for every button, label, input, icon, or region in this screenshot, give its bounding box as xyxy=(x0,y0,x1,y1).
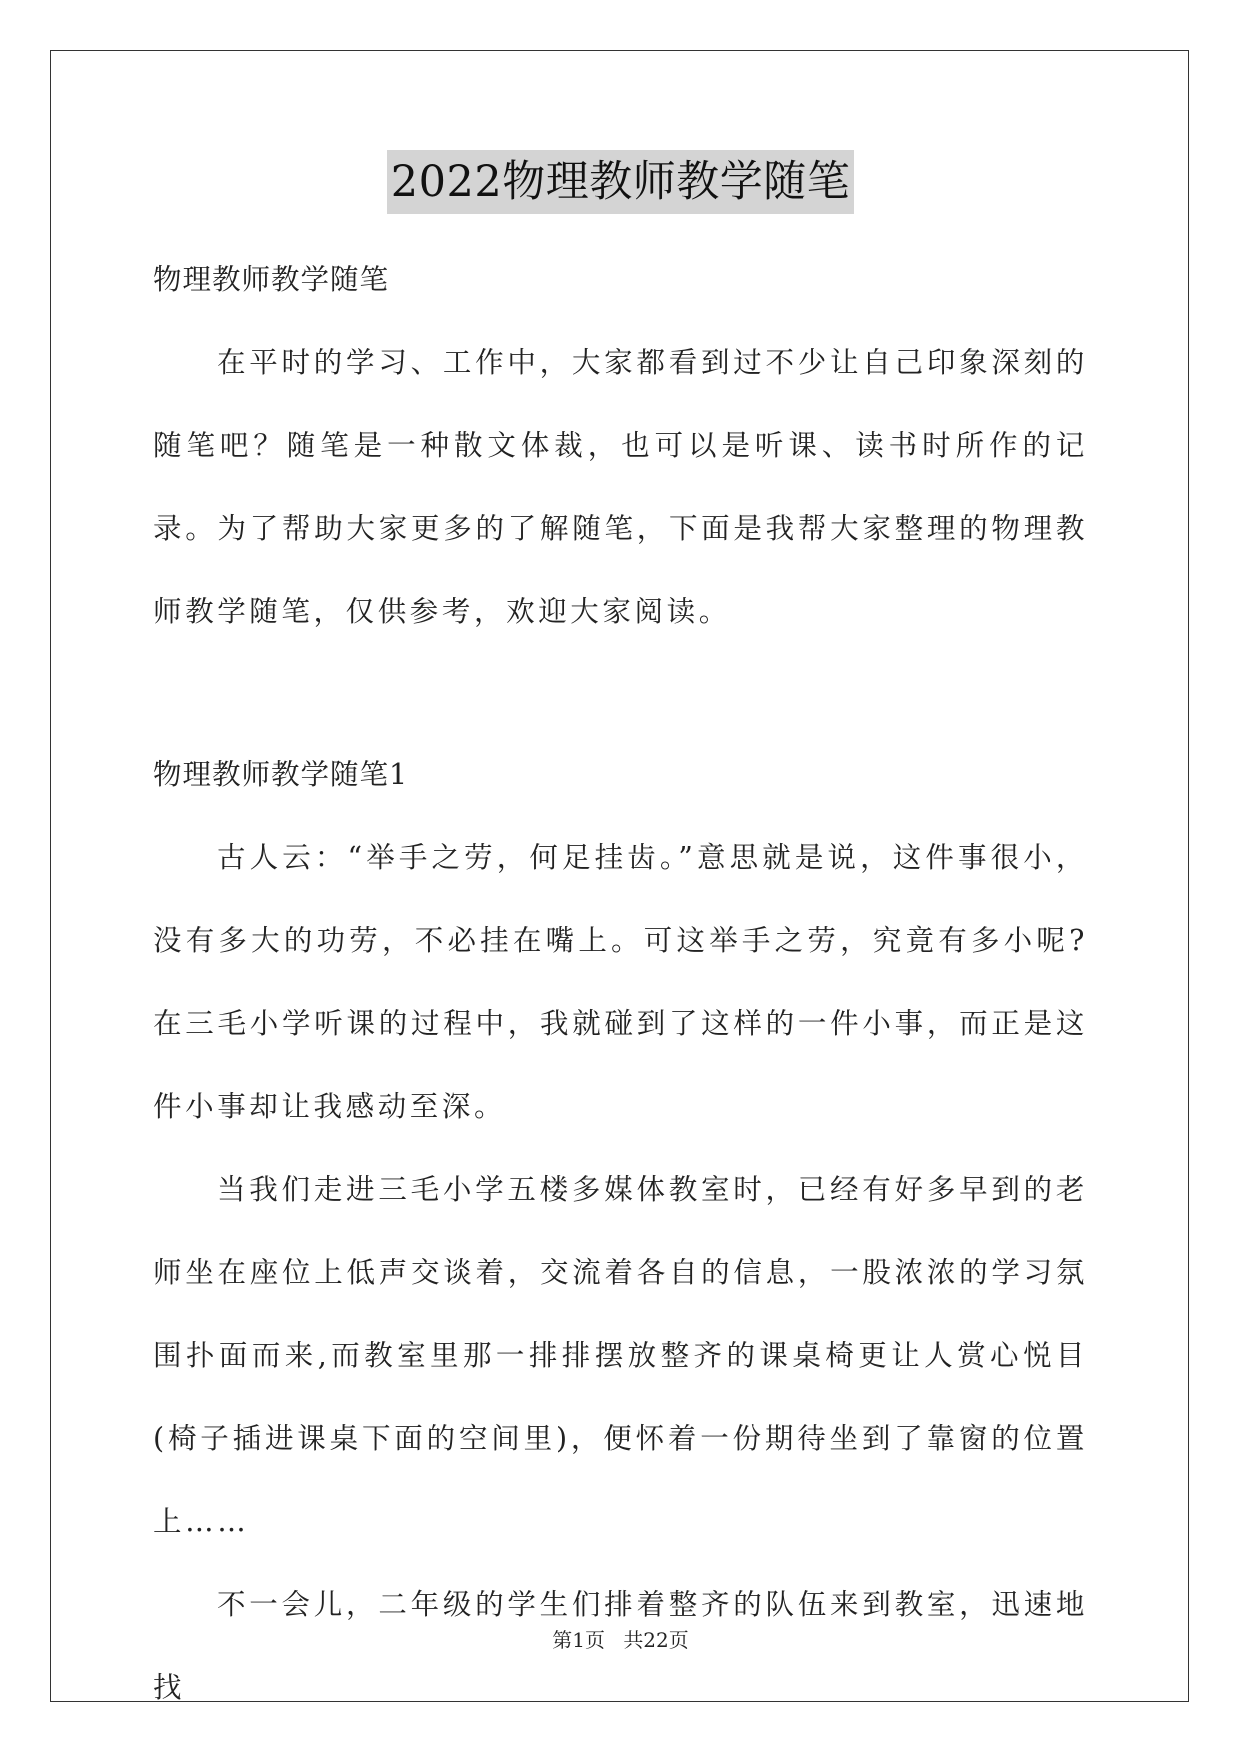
title-container xyxy=(0,150,1241,214)
page-footer xyxy=(0,1624,1241,1653)
section-heading: 物理教师教学随笔1 xyxy=(153,758,409,791)
document-subtitle: 物理教师教学随笔 xyxy=(153,263,390,296)
page-total: 共22页 xyxy=(623,1628,689,1652)
document-body xyxy=(153,238,1088,1729)
section-spacer xyxy=(153,653,1088,733)
document-title: 2022物理教师教学随笔 xyxy=(387,150,854,214)
body-paragraph: 古人云：“举手之劳，何足挂齿。”意思就是说，这件事很小，没有多大的功劳，不必挂在嘴上。可这举手之劳，究竟有多小呢?在三毛小学听课的过程中，我就碰到了这样的一件小事，而正是这件小事却让我感动至深。 xyxy=(153,841,1088,1123)
page-number: 第1页 xyxy=(552,1628,605,1652)
intro-paragraph: 在平时的学习、工作中，大家都看到过不少让自己印象深刻的随笔吧？随笔是一种散文体裁，也可以是听课、读书时所作的记录。为了帮助大家更多的了解随笔，下面是我帮大家整理的物理教师教学随笔，仅供参考，欢迎大家阅读。 xyxy=(153,346,1088,628)
body-paragraph: 不一会儿，二年级的学生们排着整齐的队伍来到教室，迅速地找 xyxy=(153,1588,1088,1704)
body-paragraph: 当我们走进三毛小学五楼多媒体教室时，已经有好多早到的老师坐在座位上低声交谈着，交流着各自的信息，一股浓浓的学习氛围扑面而来,而教室里那一排排摆放整齐的课桌椅更让人赏心悦目(椅子插进课桌下面的空间里)，便怀着一份期待坐到了靠窗的位置上…… xyxy=(153,1173,1088,1538)
